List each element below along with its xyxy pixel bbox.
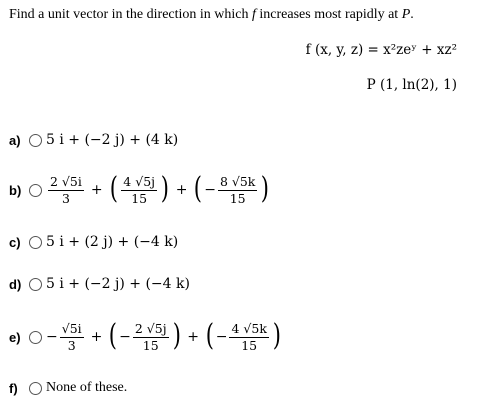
option-d[interactable] [9,272,190,296]
option-e-term1-num: √5i [61,320,82,336]
option-d-text: 5 i + (−2 j) + (−4 k) [46,276,190,292]
option-b-term3 [218,175,257,206]
option-f[interactable] [9,376,127,400]
option-e-paren-close-2: ) [172,317,181,353]
point-equation: P (1, ln(2), 1) [366,77,457,93]
option-b-term1-num: 2 √5i [50,173,82,189]
option-e-plus1: + [90,329,103,345]
option-e-paren-close-3: ) [272,317,281,353]
function-equation: f (x, y, z) = x²zeʸ + xz² [305,42,457,58]
option-a-radio[interactable] [29,134,42,147]
option-d-label: d) [9,276,22,292]
option-b-term2-den: 15 [131,190,148,206]
option-a[interactable] [9,128,178,152]
option-e-term1-den: 3 [67,337,76,353]
option-b-plus1: + [90,182,103,198]
question-text [9,7,414,23]
option-e-paren-open-3: ( [205,317,214,353]
option-a-label: a) [9,132,21,148]
option-b[interactable] [9,170,271,206]
option-e-term2 [133,322,169,353]
option-f-radio[interactable] [29,382,42,395]
option-b-term3-den: 15 [229,190,246,206]
option-b-paren-close-2: ) [160,170,169,206]
question-prefix: Find a unit vector in the direction in which [9,7,253,22]
option-b-expression [46,170,271,206]
option-e-term1 [60,322,84,353]
option-e-term2-num: 2 √5j [134,320,167,336]
option-b-label: b) [9,182,22,198]
option-b-plus2: + [175,182,188,198]
option-b-term1 [48,175,84,206]
question-suffix: increases most rapidly at [255,7,402,22]
question-point: P [401,7,411,22]
option-b-term2 [121,175,157,206]
option-b-term3-sign: − [204,182,216,198]
option-b-term1-den: 3 [61,190,70,206]
option-e-radio[interactable] [29,331,42,344]
option-c-radio[interactable] [29,236,42,249]
option-b-radio[interactable] [29,184,42,197]
option-e-term2-den: 15 [142,337,159,353]
option-b-term2-num: 4 √5j [123,173,156,189]
option-e-term3-num: 4 √5k [231,320,267,336]
option-e-term3 [229,322,268,353]
option-e-expression [46,317,283,353]
question-period: . [410,7,414,22]
option-f-label: f) [9,380,18,396]
option-c-text: 5 i + (2 j) + (−4 k) [46,234,179,250]
option-b-term3-num: 8 √5k [219,173,256,189]
option-e-lead-sign: − [46,329,58,345]
option-e-term3-sign: − [215,329,228,345]
option-c-label: c) [9,234,21,250]
option-a-text: 5 i + (−2 j) + (4 k) [46,132,179,148]
option-e-term3-den: 15 [241,337,258,353]
option-e-paren-open-2: ( [109,317,118,353]
option-e[interactable] [9,317,283,353]
option-c[interactable] [9,230,178,254]
option-b-paren-open-2: ( [109,170,118,206]
option-b-paren-open-3: ( [194,170,203,206]
option-b-paren-close-3: ) [261,170,270,206]
option-e-label: e) [9,329,21,345]
option-d-radio[interactable] [29,278,42,291]
option-e-term2-sign: − [119,329,131,345]
question-function: f [252,7,256,22]
option-f-text: None of these. [46,380,128,395]
option-e-plus2: + [187,329,200,345]
